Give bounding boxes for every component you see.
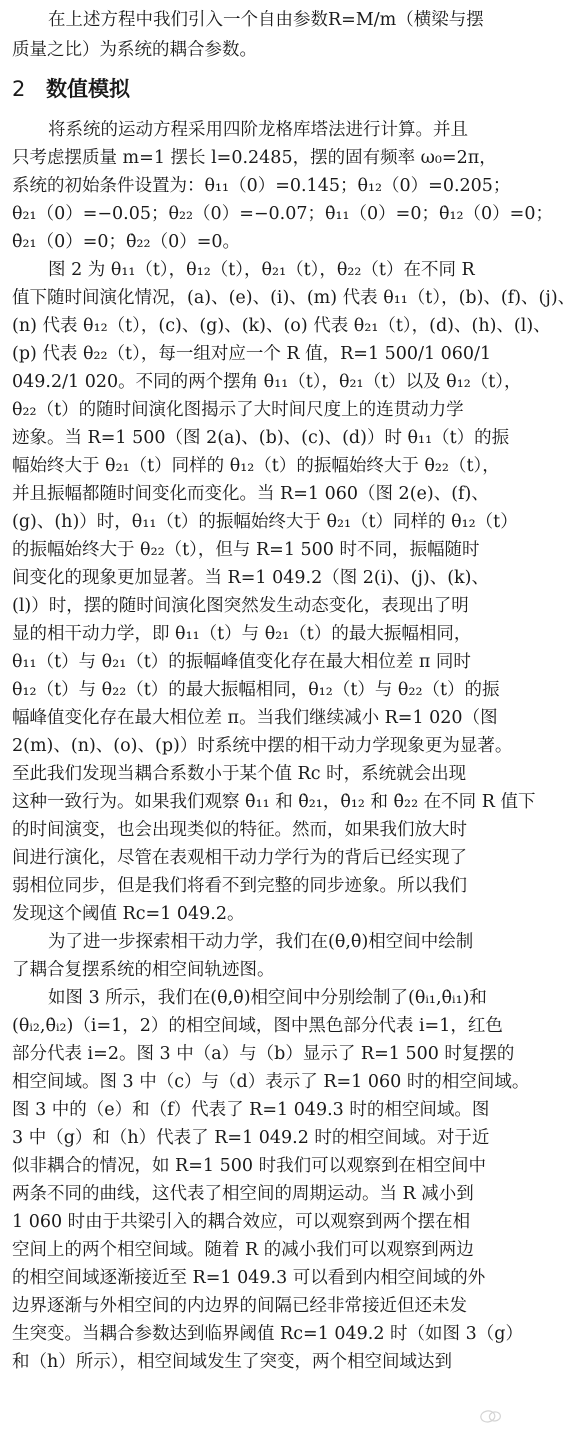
section-heading [12,74,130,104]
text-line: 的时间演变，也会出现类似的特征。然而，如果我们放大时 [12,820,467,840]
text-line: 如图 3 所示，我们在(θ,θ̇)相空间中分别绘制了(θᵢ₁,θ̇ᵢ₁)和 [48,988,487,1008]
text-line: 只考虑摆质量 m=1 摆长 l=0.2485，摆的固有频率 ω₀=2π， [12,148,497,168]
text-line: θ₁₂（t）与 θ₂₂（t）的最大振幅相同，θ₁₂（t）与 θ₂₂（t）的振 [12,680,500,700]
text-line: (θᵢ₂,θ̇ᵢ₂)（i=1，2）的相空间域，图中黑色部分代表 i=1，红色 [12,1016,503,1036]
text-line: (p) 代表 θ₂₂（t），每一组对应一个 R 值，R=1 500/1 060/1 [12,344,492,364]
text-line: 2(m)、(n)、(o)、(p)）时系统中摆的相干动力学现象更为显著。 [12,736,513,756]
text-line: 的相空间域逐渐接近至 R=1 049.3 可以看到内相空间域的外 [12,1268,486,1288]
text-line: 迹象。当 R=1 500（图 2(a)、(b)、(c)、(d)）时 θ₁₁（t）的振 [12,428,510,448]
text-line: 系统的初始条件设置为：θ₁₁（0）=0.145；θ₁₂（0）=0.205； [12,176,511,196]
watermark-logo [479,1408,503,1428]
text-line: 1 060 时由于共梁引入的耦合效应，可以观察到两个摆在相 [12,1212,471,1232]
text-line: 图 2 为 θ₁₁（t），θ₁₂（t），θ₂₁（t），θ₂₂（t）在不同 R [48,260,475,280]
text-line: 间变化的现象更加显著。当 R=1 049.2（图 2(i)、(j)、(k)、 [12,568,489,588]
text-line: 为了进一步探索相干动力学，我们在(θ,θ̇)相空间中绘制 [48,932,474,952]
text-line: 并且振幅都随时间变化而变化。当 R=1 060（图 2(e)、(f)、 [12,484,489,504]
text-line: 将系统的运动方程采用四阶龙格库塔法进行计算。并且 [48,120,468,140]
text-line: (n) 代表 θ₁₂（t），(c)、(g)、(k)、(o) 代表 θ₂₁（t），(d)、(h)、(l)、 [12,316,551,336]
text-line: θ₁₁（t）与 θ₂₁（t）的振幅峰值变化存在最大相位差 π 同时 [12,652,471,672]
text-line: 间进行演化，尽管在表观相干动力学行为的背后已经实现了 [12,848,467,868]
text-line: 这种一致行为。如果我们观察 θ̇₁₁ 和 θ̇₂₁，θ̇₁₂ 和 θ̇₂₂ 在不同 R 值下 [12,792,536,812]
text-line: 幅始终大于 θ₂₁（t）同样的 θ₁₂（t）的振幅始终大于 θ₂₂（t）， [12,456,500,476]
text-line: 3 中（g）和（h）代表了 R=1 049.2 时的相空间域。对于近 [12,1128,490,1148]
watermark-icon [479,1408,503,1425]
text-line: 图 3 中的（e）和（f）代表了 R=1 049.3 时的相空间域。图 [12,1100,490,1120]
text-line: 和（h）所示），相空间域发生了突变，两个相空间域达到 [12,1352,453,1372]
text-line: 在上述方程中我们引入一个自由参数R=M/m（横梁与摆 [48,10,484,30]
text-line: 相空间域。图 3 中（c）与（d）表示了 R=1 060 时的相空间域。 [12,1072,530,1092]
text-line: 了耦合复摆系统的相空间轨迹图。 [12,960,275,980]
text-line: 边界逐渐与外相空间的内边界的间隔已经非常接近但还未发 [12,1296,467,1316]
text-line: 似非耦合的情况，如 R=1 500 时我们可以观察到在相空间中 [12,1156,487,1176]
text-line: 049.2/1 020。不同的两个摆角 θ₁₁（t），θ₂₁（t）以及 θ₁₂（t）， [12,372,522,392]
text-line: 显的相干动力学，即 θ₁₁（t）与 θ₂₁（t）的最大振幅相同， [12,624,472,644]
section-title: 数值模拟 [46,77,130,101]
text-line [12,1378,506,1404]
text-line: 幅峰值变化存在最大相位差 π。当我们继续减小 R=1 020（图 [12,708,498,728]
text-line: 生突变。当耦合参数达到临界阈值 Rc=1 049.2 时（如图 3（g） [12,1324,523,1344]
text-line: θ₂₁（0）=−0.05；θ₂₂（0）=−0.07；θ̇₁₁（0）=0；θ̇₁₂（0）=0； [12,204,553,224]
text-line: 至此我们发现当耦合系数小于某个值 Rc 时，系统就会出现 [12,764,467,784]
text-line: 两条不同的曲线，这代表了相空间的周期运动。当 R 减小到 [12,1184,474,1204]
text-line: 质量之比）为系统的耦合参数。 [12,40,257,60]
text-line: 的振幅始终大于 θ₂₂（t），但与 R=1 500 时不同，振幅随时 [12,540,480,560]
text-line: 弱相位同步，但是我们将看不到完整的同步迹象。所以我们 [12,876,467,896]
text-line: 空间上的两个相空间域。随着 R 的减小我们可以观察到两边 [12,1240,474,1260]
text-line: (l)）时，摆的随时间演化图突然发生动态变化，表现出了明 [12,596,469,616]
text-line: (g)、(h)）时，θ₁₁（t）的振幅始终大于 θ₂₁（t）同样的 θ₁₂（t） [12,512,518,532]
text-line: θ₂₂（t）的随时间演化图揭示了大时间尺度上的连贯动力学 [12,400,464,420]
text-line: 发现这个阈值 Rc=1 049.2。 [12,904,245,924]
section-number: 2 [12,77,26,101]
text-line: 部分代表 i=2。图 3 中（a）与（b）显示了 R=1 500 时复摆的 [12,1044,515,1064]
text-line: 值下随时间演化情况，(a)、(e)、(i)、(m) 代表 θ₁₁（t），(b)、(f)、(j)、 [12,288,575,308]
text-line: θ̇₂₁（0）=0；θ̇₂₂（0）=0。 [12,232,240,252]
